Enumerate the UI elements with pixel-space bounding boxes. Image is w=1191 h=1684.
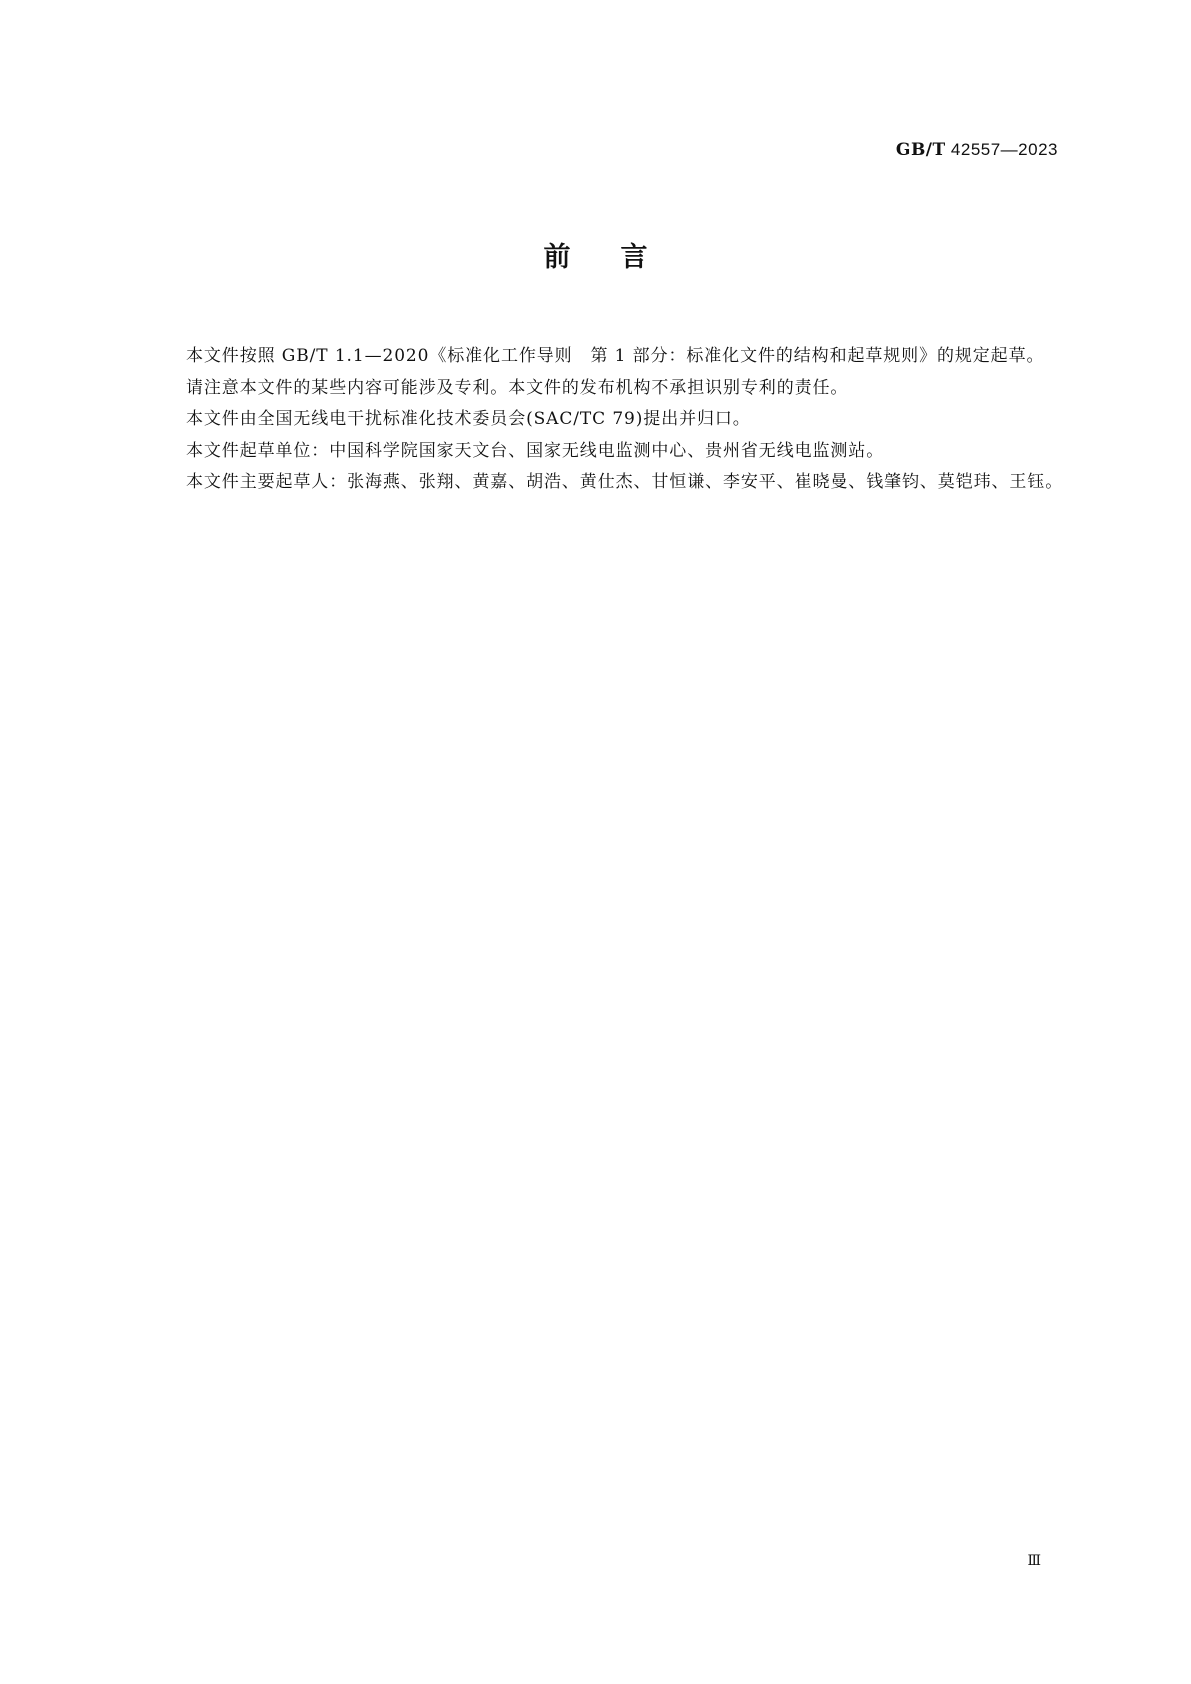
paragraph-proposer: 本文件由全国无线电干扰标准化技术委员会(SAC/TC 79)提出并归口。 [186,409,751,429]
standard-prefix: GB/T [895,140,946,160]
paragraph-drafting-rules: 本文件按照 GB/T 1.1—2020《标准化工作导则 第 1 部分：标准化文件的结构和起草规则》的规定起草。 [186,346,1045,366]
paragraph-drafters: 本文件主要起草人：张海燕、张翔、黄嘉、胡浩、黄仕杰、甘恒谦、李安平、崔晓曼、钱肇钧、莫铠玮、王钰。 [186,472,1064,492]
paragraph-drafting-units: 本文件起草单位：中国科学院国家天文台、国家无线电监测中心、贵州省无线电监测站。 [186,440,885,461]
foreword-body [143,341,1068,499]
paragraph-patent-notice: 请注意本文件的某些内容可能涉及专利。本文件的发布机构不承担识别专利的责任。 [186,377,849,398]
standard-number [896,140,1058,160]
page-title: 前言 [543,242,698,273]
standard-code: 42557—2023 [950,140,1058,159]
page-number: Ⅲ [1027,1553,1041,1569]
